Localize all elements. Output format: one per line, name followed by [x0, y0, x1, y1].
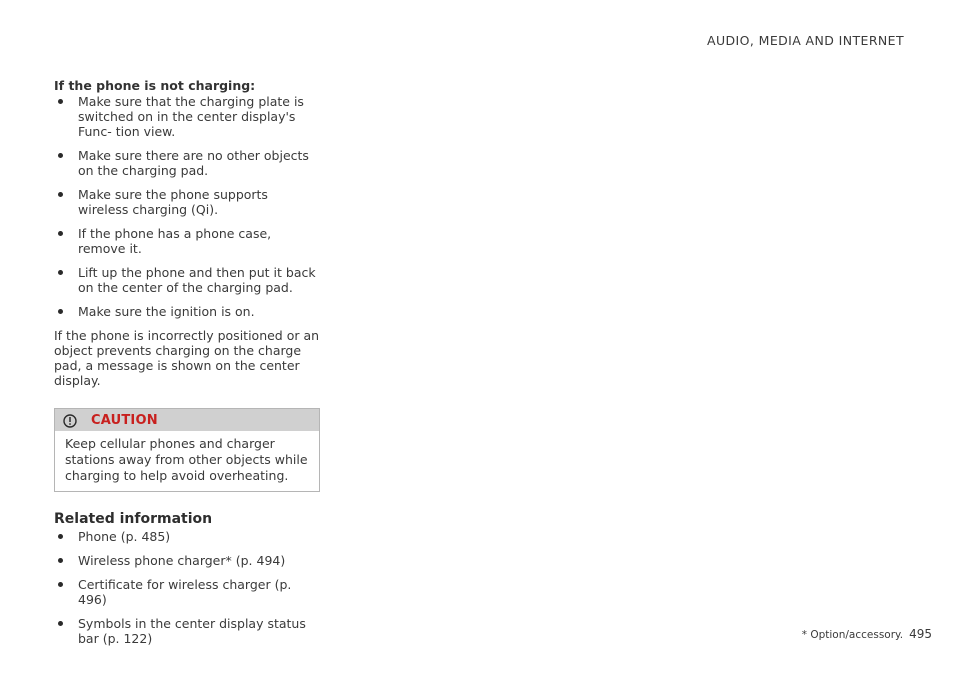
list-item: If the phone has a phone case, remove it.: [54, 226, 320, 256]
caution-header: [55, 409, 319, 431]
bullet-icon: [58, 582, 63, 587]
list-item: Make sure there are no other objects on the charging pad.: [54, 148, 320, 178]
subheading: If the phone is not charging:: [54, 78, 256, 93]
caution-title: CAUTION: [91, 412, 158, 428]
footnote: * Option/accessory.: [801, 629, 904, 641]
bullet-icon: [58, 153, 63, 158]
page-header: AUDIO, MEDIA AND INTERNET: [707, 33, 904, 48]
list-item: Make sure that the charging plate is switched on in the center display's Func- tion view.: [54, 94, 320, 139]
bullet-icon: [58, 99, 63, 104]
caution-body: Keep cellular phones and charger stations away from other objects while charging to help avoid overheating.: [65, 436, 308, 483]
bullet-icon: [58, 621, 63, 626]
bullet-icon: [58, 270, 63, 275]
bullet-icon: [58, 534, 63, 539]
info-paragraph: If the phone is incorrectly positioned or an object prevents charging on the charge pad, a message is shown on the center display.: [54, 328, 320, 388]
list-item: Make sure the ignition is on.: [54, 304, 320, 319]
page-footer: [802, 627, 932, 641]
bullet-icon: [58, 192, 63, 197]
warning-icon: [63, 413, 77, 427]
troubleshooting-list: [54, 94, 320, 319]
related-link[interactable]: Symbols in the center display status bar (p. 122): [54, 616, 320, 646]
page-number: 495: [909, 627, 932, 641]
related-link[interactable]: Phone (p. 485): [54, 529, 320, 544]
related-list: [54, 529, 320, 646]
bullet-icon: [58, 558, 63, 563]
related-link[interactable]: Wireless phone charger* (p. 494): [54, 553, 320, 568]
list-item: Lift up the phone and then put it back on the center of the charging pad.: [54, 265, 320, 295]
related-heading: Related information: [54, 511, 213, 527]
related-link[interactable]: Certificate for wireless charger (p. 496): [54, 577, 320, 607]
list-item: Make sure the phone supports wireless charging (Qi).: [54, 187, 320, 217]
caution-box: [54, 408, 320, 492]
bullet-icon: [58, 309, 63, 314]
bullet-icon: [58, 231, 63, 236]
main-column: [54, 78, 320, 655]
